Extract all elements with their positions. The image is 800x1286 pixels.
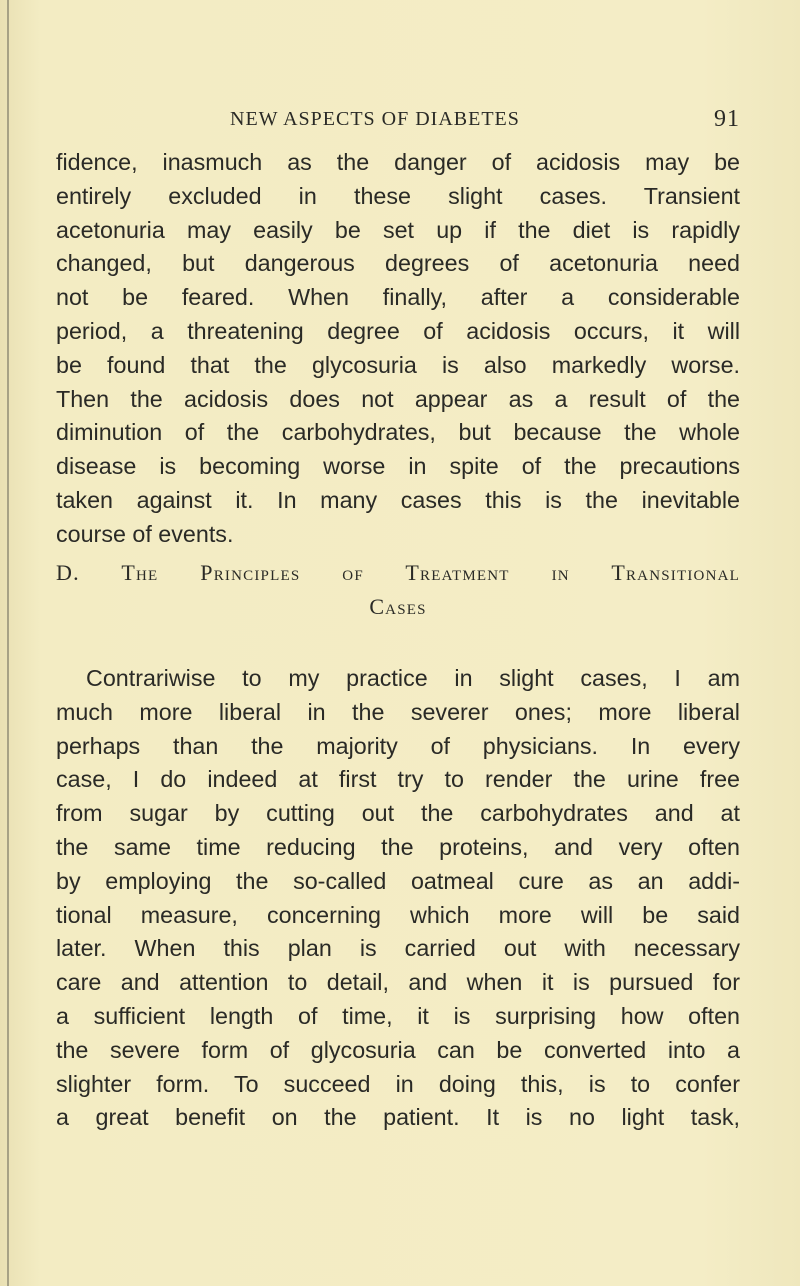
- text-line: by employing the so-called oatmeal cure as an addi-: [56, 867, 740, 894]
- text-line: fidence, inasmuch as the danger of acidosis may be: [56, 149, 740, 175]
- text-line: case, I do indeed at first try to render the urine free: [56, 766, 740, 793]
- text-line: care and attention to detail, and when it is pursued for: [56, 969, 740, 996]
- text-line: slighter form. To succeed in doing this, is to confer: [56, 1070, 740, 1097]
- text-line: disease is becoming worse in spite of the precautions: [56, 453, 740, 480]
- text-line: much more liberal in the severer ones; more liberal: [56, 698, 740, 725]
- running-head: NEW ASPECTS OF DIABETES: [230, 108, 520, 130]
- text-line: a great benefit on the patient. It is no light task,: [56, 1104, 740, 1131]
- paragraph-2: [56, 662, 740, 1135]
- text-line: Contrariwise to my practice in slight cases, I am: [86, 665, 740, 691]
- text-line: the same time reducing the proteins, and very often: [56, 833, 740, 860]
- text-line: period, a threatening degree of acidosis occurs, it will: [56, 317, 740, 344]
- text-line: be found that the glycosuria is also markedly worse.: [56, 351, 740, 378]
- page-number: 91: [714, 106, 740, 132]
- text-line: a sufficient length of time, it is surprising how often: [56, 1002, 740, 1029]
- text-line: taken against it. In many cases this is the inevitable: [56, 486, 740, 513]
- text-line: Then the acidosis does not appear as a result of the: [56, 385, 740, 412]
- text-line: tional measure, concerning which more will be said: [56, 901, 740, 928]
- text-line: perhaps than the majority of physicians. In every: [56, 732, 740, 759]
- text-line: acetonuria may easily be set up if the diet is rapidly: [56, 216, 740, 243]
- text-line: not be feared. When finally, after a considerable: [56, 284, 740, 311]
- text-line: entirely excluded in these slight cases. Transient: [56, 182, 740, 209]
- paragraph-1: [56, 146, 740, 552]
- section-heading-line-2: Cases: [369, 594, 427, 619]
- section-heading-line-1: D. The Principles of Treatment in Transitional: [56, 560, 740, 585]
- binding-edge: [7, 0, 9, 1286]
- text-line: later. When this plan is carried out with necessary: [56, 935, 740, 962]
- page-header: [230, 106, 740, 136]
- text-line: the severe form of glycosuria can be converted into a: [56, 1036, 740, 1063]
- text-line: course of events.: [56, 520, 234, 547]
- section-heading: [56, 560, 740, 628]
- text-line: changed, but dangerous degrees of acetonuria need: [56, 250, 740, 277]
- text-line: from sugar by cutting out the carbohydrates and at: [56, 800, 740, 827]
- text-line: diminution of the carbohydrates, but because the whole: [56, 419, 740, 446]
